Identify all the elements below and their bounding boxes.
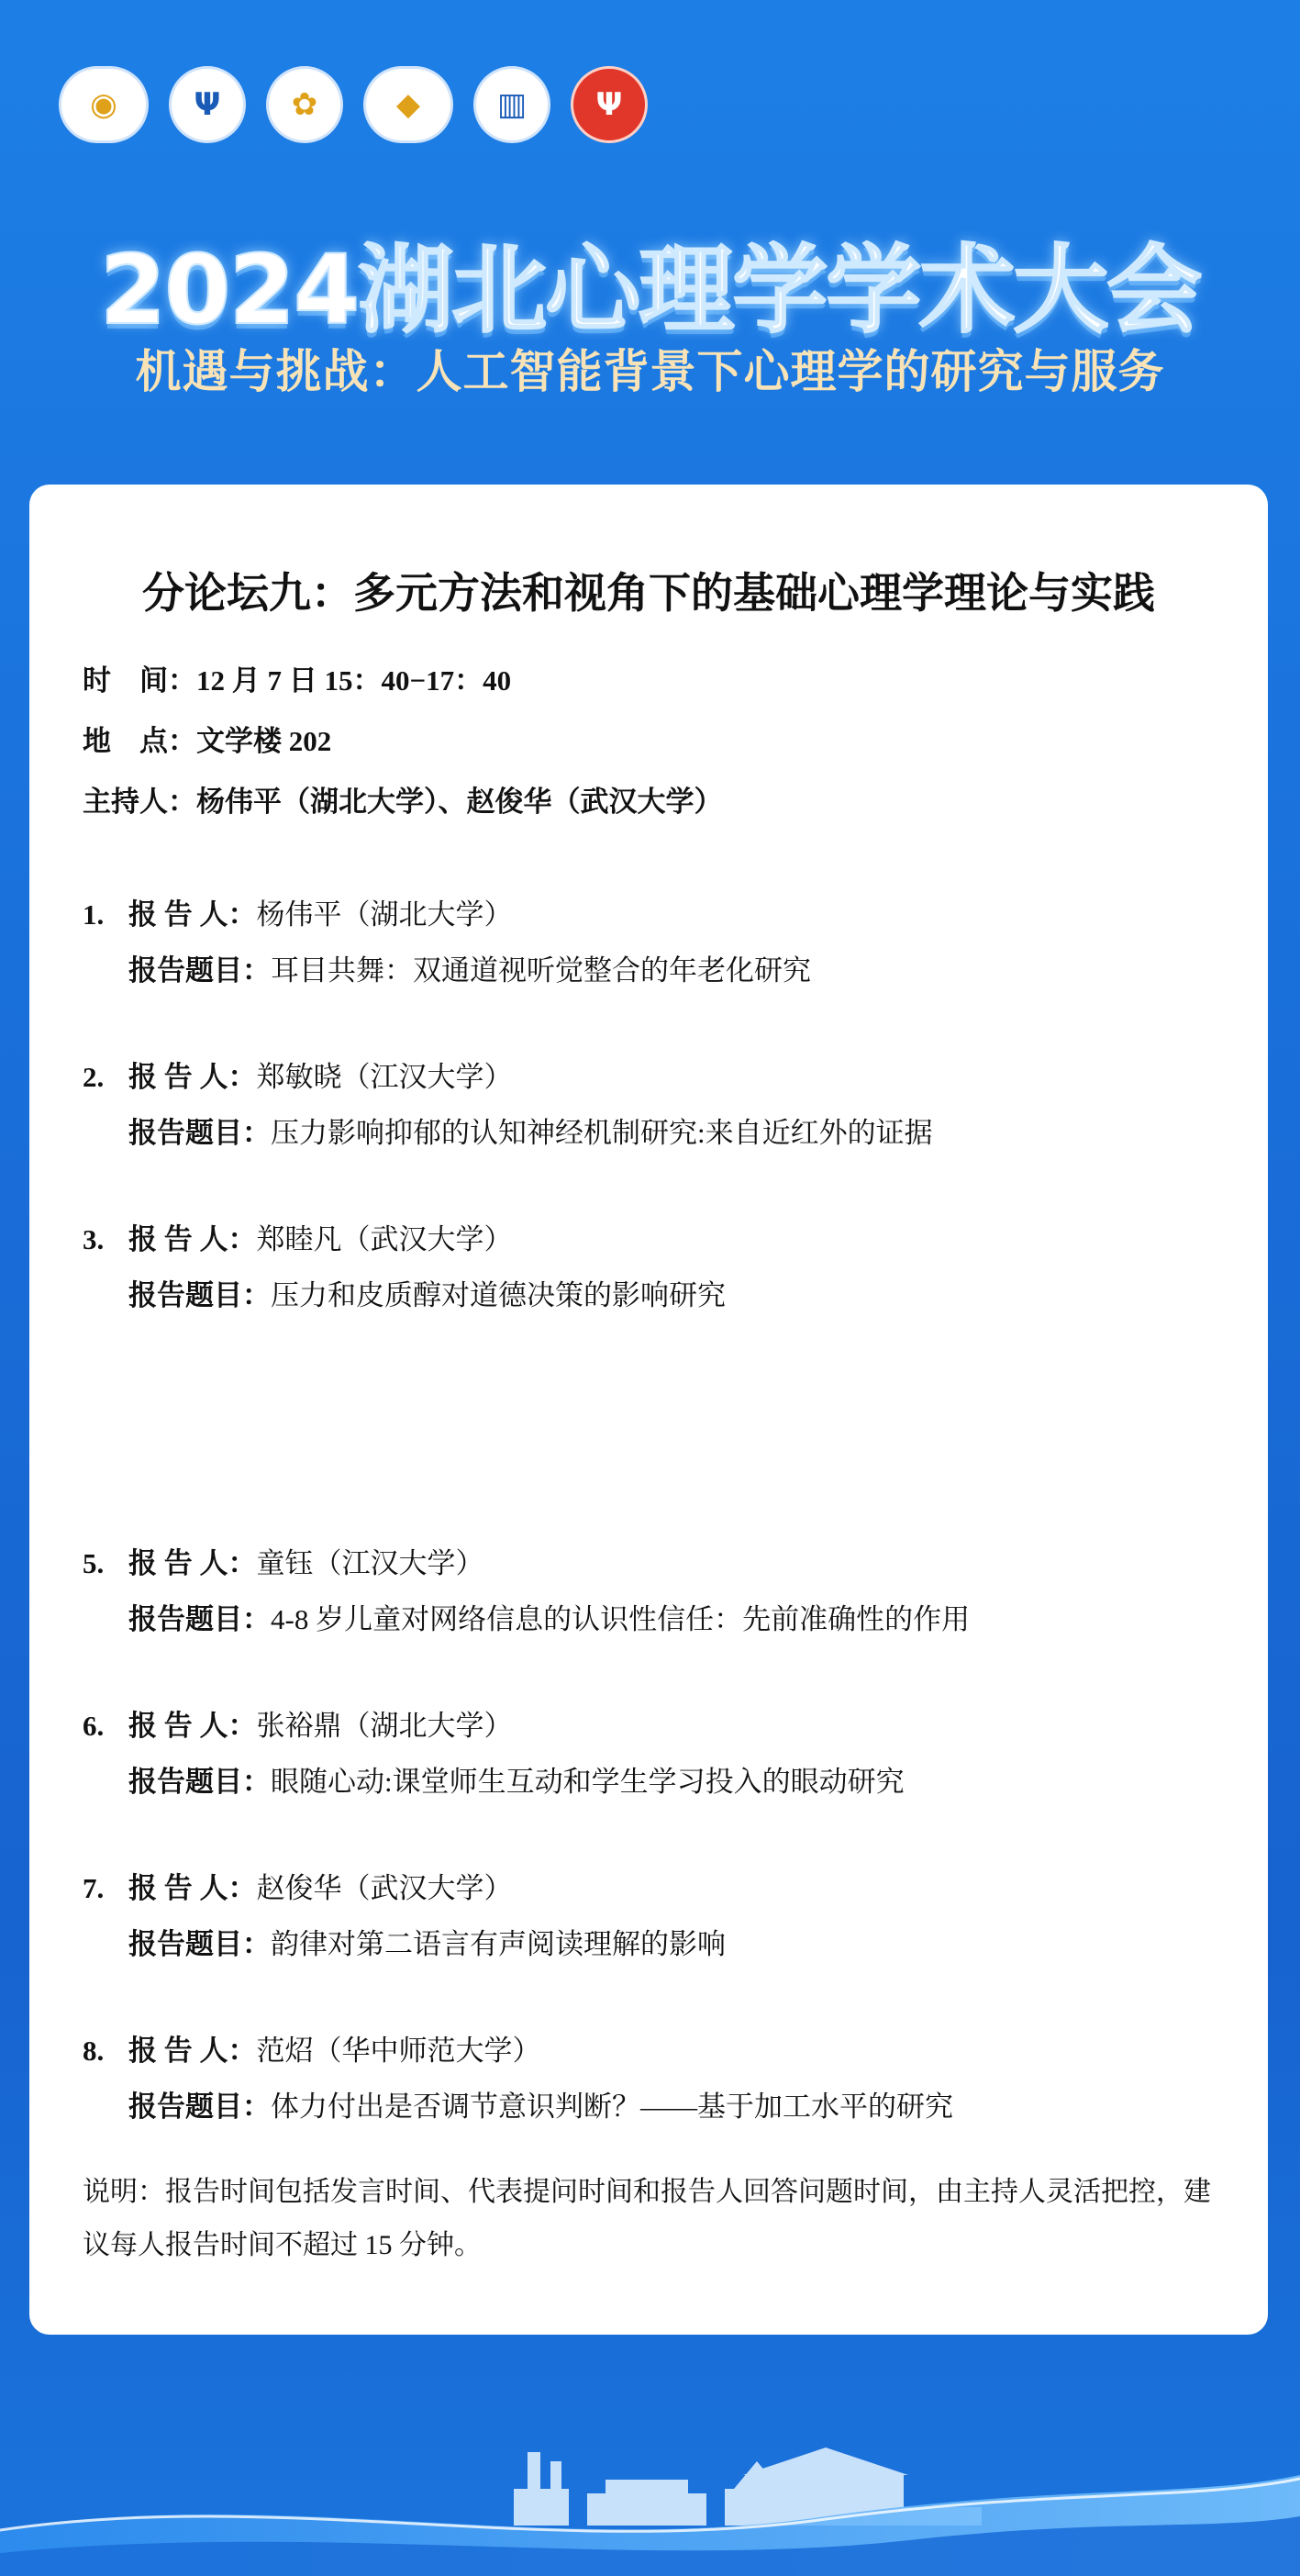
red-psi-emblem-logo-icon: Ψ xyxy=(571,66,648,143)
wuhan-psych-society-logo-icon: ◆ xyxy=(363,66,453,143)
talk-item: 5. 报 告 人：童钰（江汉大学） 报告题目：4-8 岁儿童对网络信息的认识性信任：先前准确性的作用 xyxy=(83,1547,971,1635)
talk-speaker: 范炤（华中师范大学） xyxy=(256,2035,541,2067)
conference-subtitle: 机遇与挑战：人工智能背景下心理学的研究与服务 xyxy=(135,345,1165,398)
talk-speaker: 赵俊华（武汉大学） xyxy=(256,1872,513,1904)
university-building-logo-icon: ▥ xyxy=(473,66,550,143)
talk-item: 6. 报 告 人：张裕鼎（湖北大学） 报告题目：眼随心动:课堂师生互动和学生学习投入的眼动研究 xyxy=(83,1710,905,1798)
session-hosts: 主持人：杨伟平（湖北大学）、赵俊华（武汉大学） xyxy=(83,786,723,818)
talk-item: 8. 报 告 人：范炤（华中师范大学） 报告题目：体力付出是否调节意识判断？——基于加工水平的研究 xyxy=(83,2035,953,2123)
talk-topic: 体力付出是否调节意识判断？——基于加工水平的研究 xyxy=(271,2091,953,2123)
lotus-seal-logo-icon: ✿ xyxy=(266,66,343,143)
talk-speaker: 张裕鼎（湖北大学） xyxy=(256,1710,513,1742)
conference-title: 2024湖北心理学学术大会 xyxy=(99,234,1201,346)
talk-topic: 眼随心动:课堂师生互动和学生学习投入的眼动研究 xyxy=(271,1766,905,1798)
session-time: 时 间：12 月 7 日 15：40−17：40 xyxy=(83,664,512,697)
talk-item: 2. 报 告 人：郑敏晓（江汉大学） 报告题目：压力影响抑郁的认知神经机制研究:来自近红外的证据 xyxy=(83,1061,933,1149)
city-skyline-decoration xyxy=(0,2255,1300,2576)
talk-topic: 韵律对第二语言有声阅读理解的影响 xyxy=(271,1928,726,1960)
talk-topic: 耳目共舞：双通道视听觉整合的年老化研究 xyxy=(271,954,811,987)
program-card xyxy=(29,485,1268,1413)
schedule-note: 说明：报告时间包括发言时间、代表提问时间和报告人回答问题时间，由主持人灵活把控，建议每人报告时间不超过 15 分钟。 xyxy=(83,2177,1211,2260)
talk-topic: 4-8 岁儿童对网络信息的认识性信任：先前准确性的作用 xyxy=(271,1603,971,1635)
talk-item: 3. 报 告 人：郑睦凡（武汉大学） 报告题目：压力和皮质醇对道德决策的影响研究 xyxy=(83,1223,726,1311)
talk-item: 1. 报 告 人：杨伟平（湖北大学） 报告题目：耳目共舞：双通道视听觉整合的年老化研究 xyxy=(83,898,811,987)
talk-speaker: 郑睦凡（武汉大学） xyxy=(256,1223,513,1255)
program-card-lower xyxy=(29,1377,1268,2335)
talk-speaker: 童钰（江汉大学） xyxy=(256,1547,484,1579)
talk-item: 7. 报 告 人：赵俊华（武汉大学） 报告题目：韵律对第二语言有声阅读理解的影响 xyxy=(83,1872,726,1960)
talk-speaker: 杨伟平（湖北大学） xyxy=(256,898,513,931)
talk-topic: 压力和皮质醇对道德决策的影响研究 xyxy=(271,1279,726,1311)
talk-speaker: 郑敏晓（江汉大学） xyxy=(256,1061,513,1093)
logo-strip xyxy=(59,66,648,143)
forum-title: 分论坛九：多元方法和视角下的基础心理学理论与实践 xyxy=(142,568,1155,618)
hubei-psych-society-logo-icon: ◉ xyxy=(59,66,149,143)
psi-symbol-logo-icon: Ψ xyxy=(169,66,246,143)
session-location: 地 点：文学楼 202 xyxy=(83,725,332,757)
talk-topic: 压力影响抑郁的认知神经机制研究:来自近红外的证据 xyxy=(271,1117,933,1149)
